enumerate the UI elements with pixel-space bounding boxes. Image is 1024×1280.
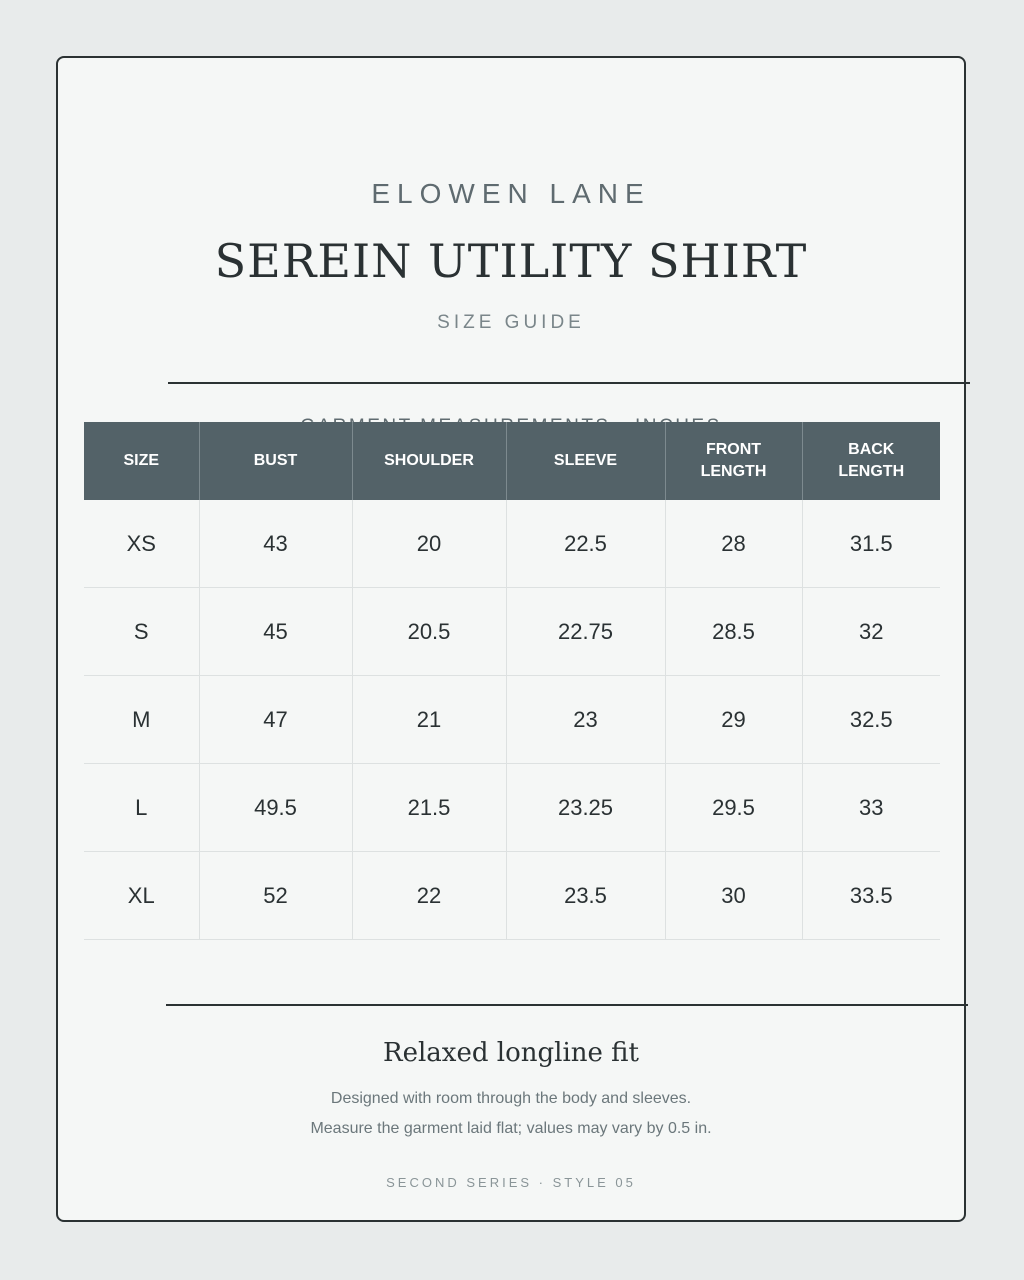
cell-sleeve: 23 — [506, 676, 665, 764]
cell-front-length: 29.5 — [665, 764, 802, 852]
cell-bust: 49.5 — [199, 764, 352, 852]
cell-bust: 47 — [199, 676, 352, 764]
product-title: SEREIN UTILITY SHIRT — [214, 234, 808, 288]
cell-bust: 45 — [199, 588, 352, 676]
cell-front-length: 30 — [665, 852, 802, 940]
cell-size: XS — [84, 500, 199, 588]
table-row — [84, 764, 940, 852]
cell-sleeve: 22.5 — [506, 500, 665, 588]
cell-size: S — [84, 588, 199, 676]
header-front-length: FRONT LENGTH — [665, 422, 802, 500]
cell-sleeve: 22.75 — [506, 588, 665, 676]
size-table — [84, 422, 940, 940]
cell-sleeve: 23.25 — [506, 764, 665, 852]
header-back-length: BACK LENGTH — [802, 422, 940, 500]
page-subtitle: SIZE GUIDE — [437, 312, 585, 333]
table-row — [84, 500, 940, 588]
cell-bust: 52 — [199, 852, 352, 940]
table-row — [84, 588, 940, 676]
cell-size: XL — [84, 852, 199, 940]
table-header-row — [84, 422, 940, 500]
fit-note-1: Designed with room through the body and sleeves. — [330, 1090, 692, 1107]
footer-label: SECOND SERIES · STYLE 05 — [386, 1175, 636, 1190]
fit-title: Relaxed longline fit — [383, 1038, 639, 1068]
cell-front-length: 28 — [665, 500, 802, 588]
top-divider — [168, 382, 970, 384]
table-row — [84, 852, 940, 940]
cell-back-length: 32 — [802, 588, 940, 676]
header-sleeve: SLEEVE — [506, 422, 665, 500]
cell-front-length: 29 — [665, 676, 802, 764]
cell-shoulder: 22 — [352, 852, 506, 940]
header-shoulder: SHOULDER — [352, 422, 506, 500]
header-size: SIZE — [84, 422, 199, 500]
fit-note-2: Measure the garment laid flat; values may vary by 0.5 in. — [310, 1120, 712, 1137]
table-row — [84, 676, 940, 764]
cell-front-length: 28.5 — [665, 588, 802, 676]
cell-back-length: 33.5 — [802, 852, 940, 940]
cell-back-length: 32.5 — [802, 676, 940, 764]
header-bust: BUST — [199, 422, 352, 500]
cell-sleeve: 23.5 — [506, 852, 665, 940]
brand-name: ELOWEN LANE — [371, 178, 651, 209]
cell-size: L — [84, 764, 199, 852]
cell-back-length: 31.5 — [802, 500, 940, 588]
cell-shoulder: 21.5 — [352, 764, 506, 852]
cell-size: M — [84, 676, 199, 764]
cell-back-length: 33 — [802, 764, 940, 852]
cell-shoulder: 21 — [352, 676, 506, 764]
cell-shoulder: 20 — [352, 500, 506, 588]
cell-bust: 43 — [199, 500, 352, 588]
cell-shoulder: 20.5 — [352, 588, 506, 676]
